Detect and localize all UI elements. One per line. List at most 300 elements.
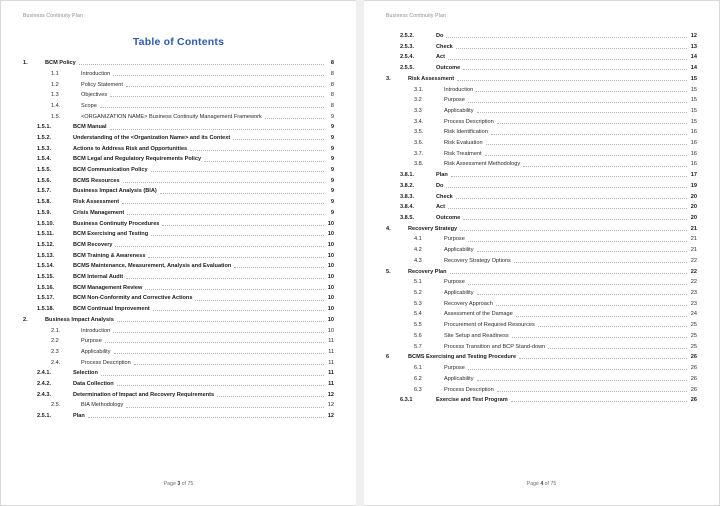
toc-entry-label: Introduction [81, 327, 111, 334]
toc-leader-dots [162, 225, 324, 226]
toc-entry-number: 1.5.18. [37, 306, 55, 313]
toc-leader-dots [114, 353, 324, 354]
toc-entry-label: Act [436, 54, 446, 61]
toc-entry-label: BCM Manual [73, 124, 107, 131]
toc-entry-number: 5.7 [414, 343, 422, 350]
toc-entry[interactable] [23, 254, 334, 260]
toc-entry[interactable] [386, 259, 697, 265]
toc-entry-label: Recovery Plan [408, 268, 447, 275]
toc-entry-page-number: 16 [690, 150, 697, 157]
toc-entry-number: 1.5.16. [37, 284, 55, 291]
toc-leader-dots [100, 107, 324, 108]
toc-leader-dots [151, 171, 324, 172]
toc-entry-number: 1.5.9. [37, 209, 51, 216]
footer-left [23, 481, 334, 505]
toc-entry-number: 1.5.10. [37, 220, 55, 227]
toc-leader-dots [195, 300, 324, 301]
toc-entry-label: Applicability [444, 247, 474, 254]
toc-entry-label: Data Collection [73, 381, 114, 388]
toc-entry-number: 1.5.5. [37, 167, 51, 174]
toc-entry-number: 1.3 [51, 92, 59, 99]
toc-entry[interactable] [23, 393, 334, 399]
toc-entry-page-number: 10 [327, 231, 334, 238]
toc-entry[interactable] [386, 88, 697, 94]
toc-entry-label: BCM Management Review [73, 284, 143, 291]
toc-entry-number: 2.1. [51, 327, 61, 334]
toc-entry-page-number: 12 [327, 402, 334, 409]
toc-leader-dots [151, 235, 324, 236]
toc-entry-label: Assessment of the Damage [444, 311, 513, 318]
toc-entry[interactable] [386, 248, 697, 254]
toc-entry-label: BCMS Resources [73, 177, 120, 184]
toc-entry-page-number: 13 [690, 43, 697, 50]
toc-leader-dots [117, 321, 324, 322]
toc-entry-page-number: 20 [690, 214, 697, 221]
toc-entry-number: 6.3.1 [400, 397, 413, 404]
toc-leader-dots [122, 203, 324, 204]
footer-right [386, 481, 697, 505]
toc-entry-number: 2.4.1. [37, 370, 51, 377]
toc-entry-label: Actions to Address Risk and Opportunities [73, 145, 188, 152]
toc-entry-number: 1.4. [51, 102, 61, 109]
toc-entry-number: 4.1 [414, 236, 422, 243]
toc-entry[interactable] [386, 45, 697, 51]
toc-entry-number: 1.5.17. [37, 295, 55, 302]
toc-leader-dots [491, 134, 687, 135]
running-head-right: Business Continuity Plan [386, 13, 446, 19]
toc-entry-number: 1.5. [51, 113, 61, 120]
toc-entry[interactable] [386, 120, 697, 126]
toc-entry-label: Crisis Management [73, 209, 125, 216]
toc-entry[interactable] [23, 157, 334, 163]
toc-entry-label: Outcome [436, 214, 461, 221]
toc-entry-page-number: 11 [328, 381, 334, 388]
toc-entry-page-number: 10 [327, 241, 334, 248]
toc-entry-label: BCM Policy [45, 60, 76, 66]
toc-entry-number: 5.5 [414, 322, 422, 329]
toc-entry[interactable] [23, 307, 334, 313]
toc-entry-label: Introduction [81, 70, 111, 77]
toc-leader-dots [79, 64, 324, 65]
toc-leader-dots [105, 342, 324, 343]
toc-entry-page-number: 26 [690, 354, 697, 361]
toc-entry-page-number: 8 [330, 60, 334, 66]
toc-leader-dots [148, 257, 324, 258]
toc-leader-dots [110, 96, 324, 97]
toc-entry-number: 1.5.11. [37, 231, 54, 238]
toc-entry[interactable] [386, 302, 697, 308]
toc-entry[interactable] [386, 291, 697, 297]
toc-entry-number: 6.2 [414, 375, 422, 382]
toc-entry-number: 2.5. [51, 402, 61, 409]
toc-entry[interactable] [386, 130, 697, 136]
toc-entry-page-number: 22 [690, 268, 697, 275]
toc-entry-page-number: 23 [690, 300, 697, 307]
toc-entry[interactable] [23, 318, 334, 324]
toc-entry-page-number: 21 [690, 236, 697, 243]
toc-entry[interactable] [386, 55, 697, 61]
toc-leader-dots [115, 246, 324, 247]
toc-entry[interactable] [23, 232, 334, 238]
toc-entry-page-number: 26 [690, 397, 697, 404]
toc-leader-dots [486, 144, 687, 145]
toc-leader-dots [516, 316, 687, 317]
toc-leader-dots [519, 358, 687, 359]
toc-entry-label: Exercise and Test Program [436, 397, 508, 404]
toc-entry[interactable] [386, 398, 697, 404]
toc-leader-dots [204, 161, 324, 162]
toc-entry-number: 3.8. [414, 161, 424, 168]
toc-entry[interactable] [23, 136, 334, 142]
toc-leader-dots [512, 337, 687, 338]
toc-entry[interactable] [386, 388, 697, 394]
toc-entry-number: 4.2 [414, 247, 422, 254]
toc-entry-number: 6.1 [414, 365, 422, 372]
toc-leader-dots [548, 348, 687, 349]
toc-entry-page-number: 9 [330, 156, 334, 163]
toc-entry-number: 2.4.2. [37, 381, 51, 388]
toc-entry[interactable] [23, 371, 334, 377]
toc-entry-page-number: 20 [690, 204, 697, 211]
footer-suffix: of 75 [180, 481, 194, 487]
toc-entry-page-number: 8 [330, 81, 334, 88]
toc-entry-label: Selection [73, 370, 98, 377]
toc-entry-label: Risk Evaluation [444, 140, 483, 147]
toc-entry[interactable] [23, 382, 334, 388]
toc-entry-page-number: 11 [328, 359, 334, 366]
toc-entry[interactable] [386, 98, 697, 104]
toc-entry[interactable] [386, 162, 697, 168]
toc-entry-page-number: 15 [690, 97, 697, 104]
toc-entry[interactable] [386, 184, 697, 190]
toc-entry-label: Risk Identification [444, 129, 488, 136]
toc-leader-dots [88, 417, 324, 418]
toc-entry-number: 2.5.3. [400, 43, 414, 50]
toc-entry-label: Applicability [444, 290, 474, 297]
toc-entry[interactable] [386, 173, 697, 179]
toc-leader-dots [460, 230, 687, 231]
toc-entry-label: Process Transition and BCP Stand-down [444, 343, 546, 350]
toc-entry[interactable] [23, 222, 334, 228]
toc-leader-dots [497, 391, 687, 392]
toc-entry-page-number: 14 [690, 65, 697, 72]
toc-entry[interactable] [386, 34, 697, 40]
toc-entry-label: BCMS Exercising and Testing Procedure [408, 354, 517, 361]
toc-entry-page-number: 15 [690, 86, 697, 93]
toc-entry-label: Business Continuity Procedures [73, 220, 160, 227]
toc-entry[interactable] [23, 350, 334, 356]
toc-entry[interactable] [386, 205, 697, 211]
toc-entry-page-number: 25 [690, 332, 697, 339]
toc-entry-label: Do [436, 182, 444, 189]
toc-leader-dots [477, 112, 687, 113]
toc-entry-page-number: 25 [690, 322, 697, 329]
toc-entry[interactable] [23, 104, 334, 110]
toc-leader-dots [463, 69, 687, 70]
toc-leader-dots [153, 310, 324, 311]
toc-entry-number: 3.2 [414, 97, 422, 104]
toc-entry-label: BCM Recovery [73, 241, 113, 248]
toc-leader-dots [127, 214, 324, 215]
toc-entry-page-number: 15 [690, 108, 697, 115]
toc-entry[interactable] [386, 237, 697, 243]
footer-prefix: Page [163, 481, 178, 487]
toc-entry[interactable] [23, 329, 334, 335]
toc-entry-label: Applicability [444, 108, 474, 115]
toc-entry-number: 3.8.2. [400, 182, 414, 189]
toc-entry-number: 1. [23, 60, 28, 66]
toc-leader-dots [476, 91, 687, 92]
toc-entry[interactable] [386, 323, 697, 329]
toc-entry-label: Risk Treatment [444, 150, 482, 157]
toc-entry[interactable] [23, 286, 334, 292]
toc-entry-number: 1.1 [51, 70, 59, 77]
toc-leader-dots [117, 385, 324, 386]
toc-entry[interactable] [23, 189, 334, 195]
toc-entry-number: 5.6 [414, 332, 422, 339]
toc-leader-dots [451, 176, 687, 177]
toc-leader-dots [234, 267, 324, 268]
toc-leader-dots [468, 102, 687, 103]
toc-entry[interactable] [386, 312, 697, 318]
toc-entry-label: Plan [73, 413, 85, 420]
toc-entry[interactable] [386, 366, 697, 372]
toc-entry-number: 1.5.2. [37, 135, 51, 142]
page-left [0, 0, 356, 506]
toc-entry[interactable] [386, 227, 697, 233]
toc-entry-number: 2.2 [51, 338, 59, 345]
toc-entry-label: Recovery Strategy Options [444, 257, 511, 264]
toc-entry-number: 4.3 [414, 257, 422, 264]
toc-leader-dots [126, 278, 324, 279]
toc-entry-number: 6.3 [414, 386, 422, 393]
toc-entry-page-number: 10 [327, 284, 334, 291]
toc-entry-page-number: 17 [690, 172, 697, 179]
toc-entry-page-number: 12 [327, 391, 334, 398]
toc-entry-number: 5.1 [414, 279, 422, 286]
toc-entry[interactable] [386, 109, 697, 115]
toc-leader-dots [123, 182, 324, 183]
toc-entry-page-number: 25 [690, 343, 697, 350]
toc-entry-label: BCM Internal Audit [73, 273, 124, 280]
toc-entry-number: 2.4. [51, 359, 61, 366]
footer-suffix: of 75 [543, 481, 557, 487]
toc-leader-dots [463, 219, 687, 220]
toc-entry-label: Business Impact Analysis [45, 316, 114, 323]
toc-entry-page-number: 22 [690, 257, 697, 264]
toc-leader-dots [496, 305, 687, 306]
toc-entry-label: Plan [436, 172, 448, 179]
toc-entry-page-number: 15 [690, 118, 697, 125]
toc-entry[interactable] [23, 179, 334, 185]
toc-entry-number: 3.7. [414, 150, 424, 157]
toc-entry-label: Applicability [444, 375, 474, 382]
toc-entry[interactable] [23, 72, 334, 78]
toc-entry-number: 5. [386, 268, 391, 275]
toc-entry[interactable] [23, 264, 334, 270]
toc-entry-label: BCM Legal and Regulatory Requirements Policy [73, 156, 202, 163]
toc-entry[interactable] [23, 243, 334, 249]
toc-entry-label: Process Description [81, 359, 131, 366]
toc-entry-label: Process Description [444, 118, 494, 125]
toc-entry-number: 1.5.12. [37, 241, 55, 248]
toc-entry-label: Business Impact Analysis (BIA) [73, 188, 157, 195]
toc-leader-dots [113, 332, 324, 333]
toc-leader-dots [448, 208, 687, 209]
toc-entry-page-number: 23 [690, 290, 697, 297]
toc-entry-page-number: 8 [330, 102, 334, 109]
toc-entry-page-number: 15 [690, 75, 697, 82]
toc-entry[interactable] [23, 361, 334, 367]
toc-entry[interactable] [386, 195, 697, 201]
toc-entry-page-number: 16 [690, 161, 697, 168]
toc-entry[interactable] [386, 141, 697, 147]
toc-leader-dots [217, 396, 324, 397]
toc-entry-page-number: 20 [690, 193, 697, 200]
toc-entry-page-number: 10 [327, 220, 334, 227]
toc-entry-number: 2.5.5. [400, 65, 414, 72]
toc-entry-page-number: 26 [690, 386, 697, 393]
toc-entry-label: Risk Assessment [408, 75, 455, 82]
toc-entry-number: 1.5.8. [37, 199, 51, 206]
toc-entry-page-number: 22 [690, 279, 697, 286]
page-gutter [356, 0, 364, 506]
toc-entry-number: 1.5.7. [37, 188, 51, 195]
toc-leader-dots [126, 86, 324, 87]
toc-entry-page-number: 26 [690, 365, 697, 372]
toc-entry-number: 3.3 [414, 108, 422, 115]
toc-entry-label: Objectives [81, 92, 108, 99]
toc-entry[interactable] [23, 61, 334, 67]
toc-list-left [23, 61, 334, 425]
toc-leader-dots [457, 80, 687, 81]
toc-leader-dots [113, 75, 324, 76]
toc-entry[interactable] [386, 216, 697, 222]
running-head-left: Business Continuity Plan [23, 13, 83, 19]
toc-leader-dots [477, 294, 687, 295]
toc-entry-number: 2.3 [51, 348, 59, 355]
toc-leader-dots [145, 289, 324, 290]
toc-entry-page-number: 24 [690, 311, 697, 318]
toc-entry-number: 1.5.6. [37, 177, 51, 184]
toc-entry-label: Understanding of the <Organization Name> and its Context [73, 135, 231, 142]
toc-leader-dots [233, 139, 324, 140]
toc-entry[interactable] [23, 168, 334, 174]
toc-entry-number: 6 [386, 354, 390, 361]
toc-entry-number: 3.8.5. [400, 214, 414, 221]
toc-entry-page-number: 8 [330, 92, 334, 99]
toc-entry-label: Purpose [444, 97, 465, 104]
toc-entry[interactable] [23, 83, 334, 89]
toc-entry-page-number: 10 [327, 306, 334, 313]
toc-entry-number: 3.8.1. [400, 172, 414, 179]
toc-entry-label: BCM Continual Improvement [73, 306, 150, 313]
toc-entry-page-number: 11 [328, 370, 334, 377]
toc-entry[interactable] [386, 77, 697, 83]
toc-entry[interactable] [23, 414, 334, 420]
toc-entry-label: Scope [81, 102, 97, 109]
toc-entry[interactable] [386, 66, 697, 72]
toc-entry[interactable] [23, 339, 334, 345]
toc-entry[interactable] [386, 152, 697, 158]
toc-entry[interactable] [386, 345, 697, 351]
toc-entry-label: Act [436, 204, 446, 211]
page-right [364, 0, 720, 506]
toc-entry-page-number: 8 [330, 70, 334, 77]
toc-entry[interactable] [386, 355, 697, 361]
toc-entry-number: 3. [386, 75, 391, 82]
toc-entry-label: Recovery Approach [444, 300, 493, 307]
toc-entry-label: Site Setup and Readiness [444, 332, 509, 339]
toc-entry-label: Introduction [444, 86, 474, 93]
toc-leader-dots [446, 187, 687, 188]
toc-entry-page-number: 21 [690, 247, 697, 254]
toc-entry-page-number: 9 [330, 113, 334, 120]
toc-leader-dots [446, 37, 687, 38]
toc-entry[interactable] [23, 200, 334, 206]
toc-entry-page-number: 12 [327, 413, 334, 420]
toc-entry[interactable] [23, 93, 334, 99]
toc-entry-page-number: 9 [330, 188, 334, 195]
toc-entry[interactable] [386, 334, 697, 340]
toc-leader-dots [468, 284, 687, 285]
toc-entry-label: Policy Statement [81, 81, 123, 88]
toc-entry[interactable] [386, 270, 697, 276]
toc-entry-label: Purpose [444, 365, 465, 372]
toc-entry-label: BCM Exercising and Testing [73, 231, 149, 238]
toc-leader-dots [265, 118, 324, 119]
toc-entry-label: Recovery Strategy [408, 225, 458, 232]
toc-entry-label: Risk Assessment [73, 199, 120, 206]
toc-entry[interactable] [23, 125, 334, 131]
toc-leader-dots [456, 48, 687, 49]
toc-entry[interactable] [23, 115, 334, 121]
toc-entry-page-number: 9 [330, 124, 334, 131]
toc-entry[interactable] [23, 147, 334, 153]
toc-entry-page-number: 21 [690, 225, 697, 232]
toc-leader-dots [126, 407, 324, 408]
toc-leader-dots [538, 326, 687, 327]
toc-entry-number: 2.5.2. [400, 33, 414, 39]
toc-entry-label: BIA Methodology [81, 402, 124, 409]
toc-entry-label: BCMS Maintenance, Measurement, Analysis and Evaluation [73, 263, 232, 270]
toc-entry-number: 1.5.15. [37, 273, 55, 280]
toc-list-right [386, 34, 697, 409]
toc-entry-page-number: 16 [690, 140, 697, 147]
toc-entry[interactable] [23, 275, 334, 281]
toc-entry[interactable] [23, 403, 334, 409]
footer-page-number: 3 [177, 481, 181, 487]
toc-entry-label: Process Description [444, 386, 494, 393]
toc-entry-label: Determination of Impact and Recovery Requirements [73, 391, 215, 398]
toc-leader-dots [485, 155, 687, 156]
toc-entry[interactable] [23, 296, 334, 302]
toc-entry-number: 3.8.4. [400, 204, 414, 211]
toc-entry-number: 3.6. [414, 140, 424, 147]
toc-entry-page-number: 26 [690, 375, 697, 382]
toc-entry-page-number: 9 [330, 145, 334, 152]
toc-entry-page-number: 10 [327, 327, 334, 334]
toc-entry[interactable] [23, 211, 334, 217]
toc-entry[interactable] [386, 280, 697, 286]
toc-leader-dots [101, 375, 324, 376]
toc-leader-dots [514, 262, 687, 263]
toc-entry-number: 3.1. [414, 86, 424, 93]
toc-entry[interactable] [386, 377, 697, 383]
toc-entry-number: 1.2 [51, 81, 59, 88]
toc-entry-page-number: 9 [330, 135, 334, 142]
toc-entry-page-number: 16 [690, 129, 697, 136]
